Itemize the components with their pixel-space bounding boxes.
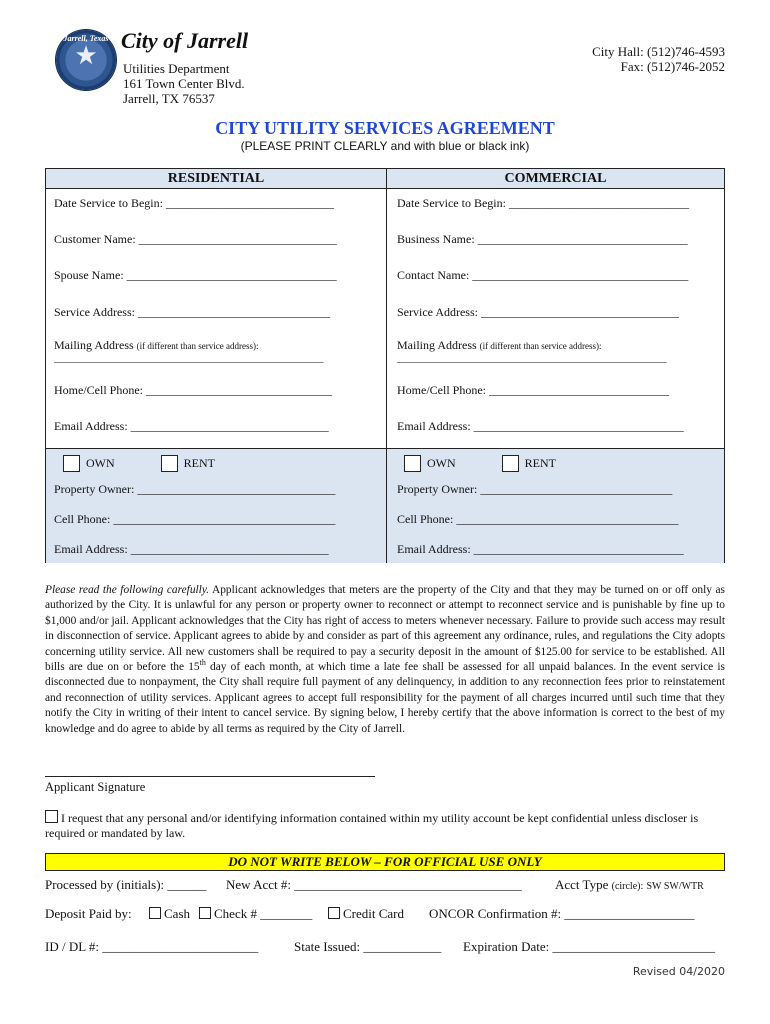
cash-label: Cash	[164, 906, 190, 921]
check-checkbox[interactable]	[199, 907, 211, 919]
official-use-banner: DO NOT WRITE BELOW – FOR OFFICIAL USE ONLY	[45, 853, 725, 871]
city-logo-title: City of Jarrell	[121, 28, 249, 53]
com-phone-field[interactable]: Home/Cell Phone: ______________________________	[397, 383, 669, 397]
cash-checkbox[interactable]	[149, 907, 161, 919]
section-divider	[46, 448, 724, 449]
res-own-label: OWN	[86, 456, 115, 470]
confidential-request	[45, 810, 725, 841]
com-mailing-address-field[interactable]: _________________________________________________	[397, 352, 667, 364]
com-business-name-field[interactable]: Business Name: ___________________________________	[397, 232, 688, 246]
city-hall-phone: City Hall: (512)746-4593	[592, 44, 725, 59]
official-row-2	[45, 906, 725, 922]
signature-label: Applicant Signature	[45, 780, 146, 794]
res-service-address-field[interactable]: Service Address: ________________________________	[54, 305, 330, 319]
column-divider	[386, 169, 387, 562]
seal-text: Jarrell, Texas	[63, 34, 109, 43]
res-owner-email-field[interactable]: Email Address: _________________________________	[54, 542, 329, 556]
acct-type-note: (circle):	[611, 881, 644, 892]
res-mailing-address-label	[54, 338, 258, 353]
confidential-checkbox[interactable]	[45, 810, 58, 823]
revision-date: Revised 04/2020	[632, 965, 725, 978]
com-contact-name-field[interactable]: Contact Name: ____________________________________	[397, 268, 689, 282]
service-form-box	[45, 168, 725, 563]
processed-by-field[interactable]: Processed by (initials): ______	[45, 877, 207, 892]
com-own-label: OWN	[427, 456, 456, 470]
res-mailing-address-field[interactable]: _________________________________________________	[54, 352, 324, 364]
res-customer-name-field[interactable]: Customer Name: _________________________________	[54, 232, 337, 246]
check-option	[199, 906, 312, 922]
res-own-checkbox[interactable]	[63, 455, 80, 472]
acct-type-group	[555, 877, 704, 893]
id-dl-field[interactable]: ID / DL #: ________________________	[45, 939, 259, 954]
check-field[interactable]: Check # ________	[214, 906, 313, 921]
com-rent-checkbox[interactable]	[502, 455, 519, 472]
res-phone-field[interactable]: Home/Cell Phone: _______________________________	[54, 383, 332, 397]
res-own-rent-group	[63, 455, 215, 472]
credit-card-label: Credit Card	[343, 906, 405, 921]
com-mailing-note: (if different than service address):	[479, 341, 602, 351]
agreement-text	[45, 583, 725, 737]
credit-card-checkbox[interactable]	[328, 907, 340, 919]
city-state-zip: Jarrell, TX 76537	[123, 91, 215, 106]
state-issued-field[interactable]: State Issued: ____________	[294, 939, 442, 954]
agreement-body-2: day of each month, at which time a late fee shall be assessed for all unpaid balances. In the event service is disconnected due to nonpayment, the City shall require full payment of any delinquency, in addition to any reconnection fees prior to reinstatement and reconnection of utility services. Applicant agrees to accept full responsibility for the payment of all charges incurred until such time that they notify the City in writing of their intent to cancel service. By signing below, I hereby certify that the above information is correct to the best of my knowledge and do agree to abide by all terms as required by the City of Jarrell.	[45, 661, 725, 735]
agreement-sup: th	[199, 658, 206, 668]
deposit-label: Deposit Paid by:	[45, 906, 132, 921]
com-mailing-address-label	[397, 338, 601, 353]
com-mailing-label: Mailing Address	[397, 338, 477, 352]
res-rent-label: RENT	[183, 456, 216, 470]
acct-type-options[interactable]: SW SW/WTR	[646, 881, 704, 892]
res-mailing-label: Mailing Address	[54, 338, 134, 352]
residential-heading: RESIDENTIAL	[46, 169, 386, 189]
res-cell-phone-field[interactable]: Cell Phone: _____________________________________	[54, 512, 336, 526]
res-date-service-field[interactable]: Date Service to Begin: ____________________________	[54, 196, 334, 210]
confidential-text: I request that any personal and/or identifying information contained within my utility account be kept confidential unless discloser is required or mandated by law.	[45, 811, 699, 840]
acct-type-label: Acct Type	[555, 877, 609, 892]
res-property-owner-field[interactable]: Property Owner: _________________________________	[54, 482, 336, 496]
com-own-rent-group	[404, 455, 556, 472]
res-spouse-name-field[interactable]: Spouse Name: ___________________________________	[54, 268, 337, 282]
star-icon: ★	[74, 41, 98, 70]
official-row-1	[45, 877, 725, 893]
form-title: CITY UTILITY SERVICES AGREEMENT	[215, 118, 555, 138]
new-acct-field[interactable]: New Acct #: ___________________________________	[226, 877, 522, 892]
city-seal	[56, 30, 116, 90]
com-service-address-field[interactable]: Service Address: _________________________________	[397, 305, 679, 319]
res-email-field[interactable]: Email Address: _________________________________	[54, 419, 329, 433]
com-owner-email-field[interactable]: Email Address: ___________________________________	[397, 542, 684, 556]
expiration-date-field[interactable]: Expiration Date: _________________________	[463, 939, 716, 954]
com-property-owner-field[interactable]: Property Owner: ________________________________	[397, 482, 673, 496]
official-row-3	[45, 939, 725, 955]
oncor-field[interactable]: ONCOR Confirmation #: ____________________	[429, 906, 695, 921]
cash-option	[149, 906, 190, 922]
res-mailing-note: (if different than service address):	[136, 341, 259, 351]
commercial-heading: COMMERCIAL	[387, 169, 724, 189]
street-address: 161 Town Center Blvd.	[123, 76, 245, 91]
department-name: Utilities Department	[123, 61, 230, 76]
com-own-checkbox[interactable]	[404, 455, 421, 472]
form-subtitle: (PLEASE PRINT CLEARLY and with blue or black ink)	[240, 139, 530, 153]
res-rent-checkbox[interactable]	[161, 455, 178, 472]
credit-option	[328, 906, 404, 922]
fax-number: Fax: (512)746-2052	[620, 59, 725, 74]
com-cell-phone-field[interactable]: Cell Phone: _____________________________________	[397, 512, 679, 526]
com-email-field[interactable]: Email Address: ___________________________________	[397, 419, 684, 433]
agreement-lead: Please read the following carefully.	[45, 584, 210, 596]
com-date-service-field[interactable]: Date Service to Begin: ______________________________	[397, 196, 689, 210]
agreement-body-1: Applicant acknowledges that meters are the property of the City and that they may be turned on or off only as authorized by the City. It is unlawful for any person or property owner to reconnect or attempt to reconnect service and is punishable by fine up to $1,000 and/or jail. Applicant acknowledges that the City has right of access to meters whenever necessary. Failure to provide such access may result in disconnection of service. Applicant agrees to abide by and consider as part of this agreement any ordinance, rules, and regulations the City adopts concerning utility service. All new customers shall be required to pay a security deposit in the amount of $125.00 for service to be established. All bills are due on or before the 15	[45, 584, 725, 674]
signature-line[interactable]	[45, 776, 375, 777]
com-rent-label: RENT	[524, 456, 557, 470]
